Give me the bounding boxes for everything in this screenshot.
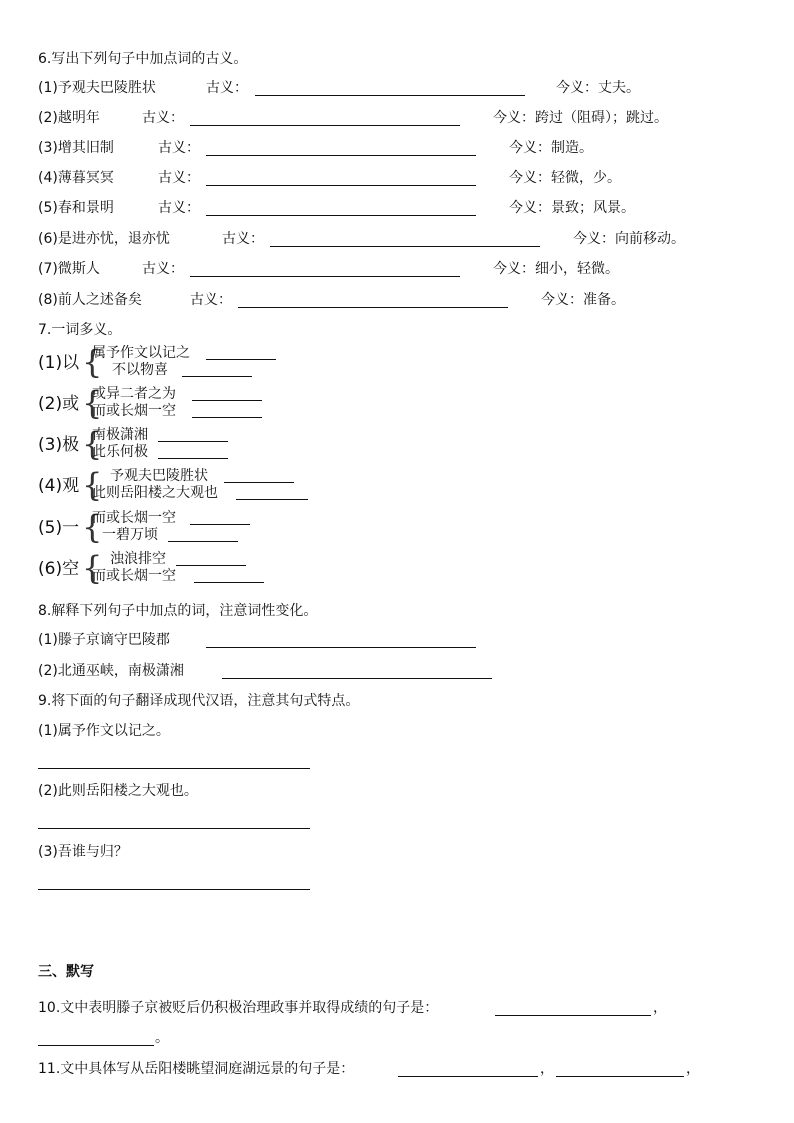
q6-jin: 今义：轻微，少。: [509, 170, 621, 186]
q7-sentence: 而或长烟一空: [92, 568, 176, 584]
q6-phrase: (2)越明年: [38, 110, 100, 126]
q9-answer-line[interactable]: [38, 889, 310, 890]
q9-answer-line[interactable]: [38, 828, 310, 829]
q7-item-1: [38, 344, 338, 382]
q10-answer-blank[interactable]: [38, 1045, 154, 1046]
q7-sentence: 此乐何极: [92, 444, 148, 460]
q7-answer-blank[interactable]: [192, 417, 262, 418]
q7-label: (1)以: [38, 353, 80, 373]
q6-title: 6.写出下列句子中加点词的古义。: [38, 51, 248, 67]
q7-sentence: 不以物喜: [112, 362, 168, 378]
q6-jin: 今义：丈夫。: [556, 80, 640, 96]
q7-answer-blank[interactable]: [158, 441, 228, 442]
q7-sentence: 予观夫巴陵胜状: [110, 468, 208, 484]
q6-answer-blank[interactable]: [238, 307, 508, 308]
q7-label: (5)一: [38, 518, 80, 538]
q7-answer-blank[interactable]: [182, 376, 252, 377]
q7-label: (2)或: [38, 394, 80, 414]
q7-answer-blank[interactable]: [158, 458, 228, 459]
q8-answer-blank[interactable]: [206, 647, 476, 648]
q6-answer-blank[interactable]: [190, 276, 460, 277]
q6-phrase: (5)春和景明: [38, 200, 114, 216]
q8-title: 8.解释下列句子中加点的词，注意词性变化。: [38, 603, 318, 619]
q7-item-3: [38, 426, 338, 464]
q6-jin: 今义：景致；风景。: [509, 200, 635, 216]
left-brace-icon: {: [82, 425, 103, 463]
q6-gu-label: 古义：: [158, 170, 200, 186]
q11-answer-blank[interactable]: [398, 1076, 538, 1077]
q8-sentence: (2)北通巫峡，南极潇湘: [38, 663, 184, 679]
q6-gu-label: 古义：: [222, 231, 264, 247]
q6-answer-blank[interactable]: [206, 155, 476, 156]
q9-sentence: (1)属予作文以记之。: [38, 723, 170, 739]
q7-answer-blank[interactable]: [224, 482, 294, 483]
comma-mark: ，: [653, 1000, 667, 1016]
q7-sentence: 属予作文以记之: [92, 345, 190, 361]
q6-gu-label: 古义：: [142, 110, 184, 126]
period-mark: 。: [155, 1030, 169, 1046]
comma-mark: ，: [686, 1061, 700, 1077]
q6-phrase: (7)微斯人: [38, 261, 100, 277]
q7-answer-blank[interactable]: [168, 541, 238, 542]
left-brace-icon: {: [82, 384, 103, 422]
q6-jin: 今义：跨过（阻碍）；跳过。: [493, 110, 668, 126]
q6-phrase: (3)增其旧制: [38, 140, 114, 156]
section-heading: 三、默写: [38, 964, 94, 980]
q7-answer-blank[interactable]: [190, 524, 250, 525]
left-brace-icon: {: [82, 508, 103, 546]
q7-answer-blank[interactable]: [176, 565, 246, 566]
q7-answer-blank[interactable]: [192, 400, 262, 401]
q10-row: [38, 998, 758, 1018]
q6-gu-label: 古义：: [142, 261, 184, 277]
q7-answer-blank[interactable]: [236, 499, 308, 500]
q7-answer-blank[interactable]: [206, 359, 276, 360]
q6-gu-label: 古义：: [190, 292, 232, 308]
q8-sentence: (1)滕子京谪守巴陵郡: [38, 632, 170, 648]
q6-phrase: (6)是进亦忧，退亦忧: [38, 231, 170, 247]
q6-answer-blank[interactable]: [206, 215, 476, 216]
q9-sentence: (3)吾谁与归？: [38, 844, 128, 860]
q9-answer-line[interactable]: [38, 768, 310, 769]
q6-jin: 今义：向前移动。: [573, 231, 685, 247]
q6-jin: 今义：制造。: [509, 140, 593, 156]
q7-label: (6)空: [38, 559, 80, 579]
q8-answer-blank[interactable]: [222, 678, 492, 679]
q7-sentence: 而或长烟一空: [92, 510, 176, 526]
q9-sentence: (2)此则岳阳楼之大观也。: [38, 783, 198, 799]
q7-sentence: 南极潇湘: [92, 427, 148, 443]
q6-phrase: (4)薄暮冥冥: [38, 170, 114, 186]
q10-prompt: 10.文中表明滕子京被贬后仍积极治理政事并取得成绩的句子是：: [38, 1000, 439, 1016]
q6-phrase: (1)予观夫巴陵胜状: [38, 80, 156, 96]
q6-answer-blank[interactable]: [206, 185, 476, 186]
q9-title: 9.将下面的句子翻译成现代汉语，注意其句式特点。: [38, 693, 360, 709]
q11-prompt: 11.文中具体写从岳阳楼眺望洞庭湖远景的句子是：: [38, 1061, 355, 1077]
q6-gu-label: 古义：: [206, 80, 248, 96]
q6-answer-blank[interactable]: [190, 125, 460, 126]
q6-answer-blank[interactable]: [255, 95, 525, 96]
q6-gu-label: 古义：: [158, 140, 200, 156]
q6-phrase: (8)前人之述备矣: [38, 292, 142, 308]
q10-answer-blank[interactable]: [495, 1015, 651, 1016]
left-brace-icon: {: [82, 343, 103, 381]
q7-label: (4)观: [38, 476, 80, 496]
q6-jin: 今义：准备。: [541, 292, 625, 308]
q11-row: [38, 1059, 758, 1079]
q7-answer-blank[interactable]: [194, 582, 264, 583]
q7-sentence: 此则岳阳楼之大观也: [92, 485, 218, 501]
q7-item-5: [38, 509, 338, 547]
q7-sentence: 而或长烟一空: [92, 403, 176, 419]
q6-jin: 今义：细小，轻微。: [493, 261, 619, 277]
q7-item-6: [38, 550, 338, 588]
q7-sentence: 或异二者之为: [92, 386, 176, 402]
comma-mark: ，: [540, 1061, 554, 1077]
q7-item-2: [38, 385, 338, 423]
q7-sentence: 一碧万顷: [102, 527, 158, 543]
q7-label: (3)极: [38, 435, 80, 455]
q6-answer-blank[interactable]: [270, 246, 540, 247]
q6-gu-label: 古义：: [158, 200, 200, 216]
left-brace-icon: {: [82, 549, 103, 587]
q7-item-4: [38, 467, 338, 505]
q7-sentence: 浊浪排空: [110, 551, 166, 567]
left-brace-icon: {: [82, 466, 103, 504]
q7-title: 7.一词多义。: [38, 322, 122, 338]
q11-answer-blank[interactable]: [556, 1076, 684, 1077]
